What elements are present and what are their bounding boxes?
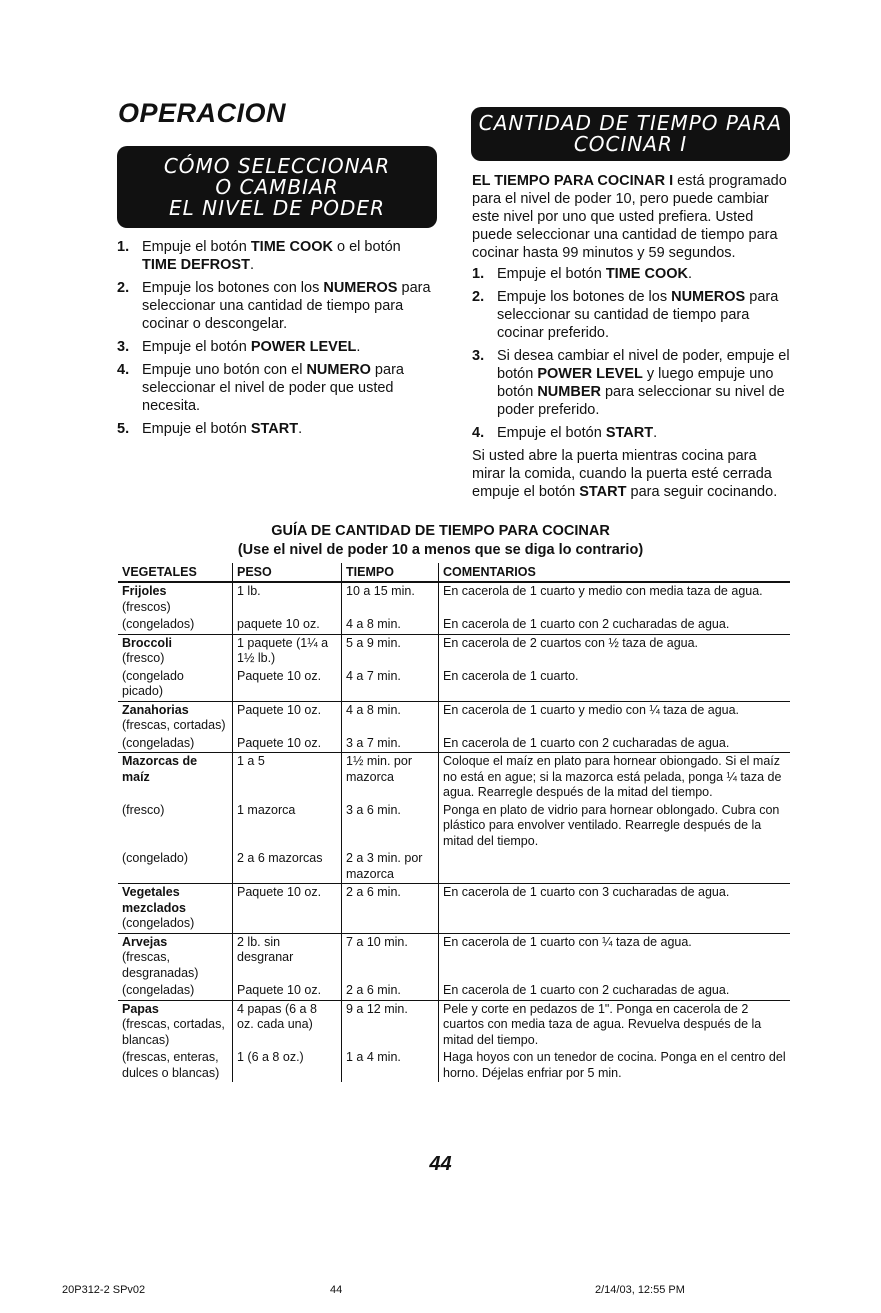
step-text: Empuje el botón TIME COOK. bbox=[497, 266, 693, 282]
table-row bbox=[118, 1049, 790, 1082]
time-cell bbox=[342, 668, 439, 702]
cell-text: (fresco) bbox=[122, 651, 165, 665]
cell-text: (frescas, cortadas, blancas) bbox=[122, 1017, 225, 1047]
vegetable-cell bbox=[118, 582, 233, 616]
table-row bbox=[118, 982, 790, 1000]
time-cell bbox=[342, 802, 439, 851]
step-item bbox=[117, 420, 437, 438]
time-cell bbox=[342, 884, 439, 934]
weight-cell bbox=[233, 1000, 342, 1049]
weight-cell bbox=[233, 933, 342, 982]
vegetable-cell bbox=[118, 634, 233, 668]
step-text: Empuje los botones con los NUMEROS para seleccionar una cantidad de tiempo para cocinar o descongelar. bbox=[142, 280, 431, 332]
step-number: 1. bbox=[472, 266, 485, 282]
cell-text: 1½ min. por mazorca bbox=[346, 754, 413, 784]
step-item bbox=[117, 338, 437, 356]
vegetable-name: Vegetales mezclados bbox=[122, 885, 186, 915]
comment-cell bbox=[439, 850, 791, 884]
cook-time-intro: EL TIEMPO PARA COCINAR I está programado para el nivel de poder 10, pero puede cambiar este nivel por uno que usted prefiera. Usted puede seleccionar una cantidad de tiempo para cocinar hasta 99 minutos y 59 segundos. bbox=[472, 173, 787, 261]
cook-time-banner bbox=[471, 107, 790, 161]
footer-right: 2/14/03, 12:55 PM bbox=[595, 1284, 685, 1296]
column-header: VEGETALES bbox=[118, 563, 233, 582]
cell-text: 2 a 6 mazorcas bbox=[237, 851, 323, 865]
vegetable-name: Broccoli bbox=[122, 635, 173, 650]
cell-text: Paquete 10 oz. bbox=[237, 702, 322, 717]
step-number: 2. bbox=[117, 280, 130, 296]
weight-cell bbox=[233, 753, 342, 802]
comment-cell bbox=[439, 616, 791, 634]
cell-text: 1 paquete (1¼ a 1½ lb.) bbox=[237, 635, 329, 665]
cell-text: En cacerola de 1 cuarto con ¼ taza de agua. bbox=[443, 934, 692, 949]
column-header: PESO bbox=[233, 563, 342, 582]
step-item bbox=[117, 279, 437, 333]
time-cell bbox=[342, 582, 439, 616]
cell-text: 1 a 4 min. bbox=[346, 1050, 401, 1064]
weight-cell bbox=[233, 634, 342, 668]
cell-text: En cacerola de 1 cuarto. bbox=[443, 668, 579, 683]
step-number: 3. bbox=[117, 339, 130, 355]
column-header: TIEMPO bbox=[342, 563, 439, 582]
cell-text: 4 papas (6 a 8 oz. cada una) bbox=[237, 1001, 317, 1031]
time-cell bbox=[342, 1049, 439, 1082]
cell-text: (frescos) bbox=[122, 599, 171, 614]
step-text: Empuje el botón START. bbox=[142, 421, 303, 437]
cell-text: 7 a 10 min. bbox=[346, 934, 408, 949]
time-cell bbox=[342, 753, 439, 802]
step-number: 4. bbox=[117, 362, 130, 378]
cell-text: 2 a 3 min. por mazorca bbox=[346, 851, 423, 881]
weight-cell bbox=[233, 582, 342, 616]
vegetable-cell bbox=[118, 668, 233, 702]
cell-text: 2 lb. sin desgranar bbox=[237, 934, 294, 964]
comment-cell bbox=[439, 735, 791, 753]
cell-text: 5 a 9 min. bbox=[346, 635, 401, 650]
time-cell bbox=[342, 735, 439, 753]
time-cell bbox=[342, 616, 439, 634]
cell-text: (congeladas) bbox=[122, 735, 195, 750]
cell-text: Coloque el maíz en plato para hornear obiongado. Si el maíz no está en ague; si la mazorca está pelada, ponga ¼ taza de agua. Rearregle después de la mitad del tiempo. bbox=[443, 754, 782, 799]
vegetable-cell bbox=[118, 933, 233, 982]
cell-text: (congelado picado) bbox=[122, 668, 184, 698]
time-cell bbox=[342, 933, 439, 982]
vegetable-cell bbox=[118, 982, 233, 1000]
cell-text: 4 a 8 min. bbox=[346, 702, 401, 717]
footer-left: 20P312-2 SPv02 bbox=[62, 1284, 146, 1296]
cell-text: Ponga en plato de vidrio para hornear oblongado. Cubra con plástico para envolver ventilado. Rearregle después de la mitad del tiempo. bbox=[443, 802, 780, 848]
table-row bbox=[118, 1000, 790, 1049]
cell-text: 10 a 15 min. bbox=[346, 584, 415, 598]
cooking-guide-table bbox=[118, 563, 790, 1082]
banner-line: COCINAR I bbox=[573, 132, 688, 156]
comment-cell bbox=[439, 982, 791, 1000]
table-row bbox=[118, 753, 790, 802]
time-cell bbox=[342, 982, 439, 1000]
time-cell bbox=[342, 634, 439, 668]
step-number: 5. bbox=[117, 421, 130, 437]
comment-cell bbox=[439, 933, 791, 982]
cell-text: (frescas, enteras, dulces o blancas) bbox=[122, 1050, 220, 1080]
cook-time-section bbox=[472, 172, 792, 501]
vegetable-cell bbox=[118, 1000, 233, 1049]
cell-text: En cacerola de 1 cuarto con 3 cucharadas de agua. bbox=[443, 885, 730, 899]
step-text: Empuje los botones de los NUMEROS para seleccionar su cantidad de tiempo para cocinar preferido. bbox=[497, 289, 779, 341]
comment-cell bbox=[439, 884, 791, 934]
page-number: 44 bbox=[429, 1153, 452, 1175]
time-cell bbox=[342, 1000, 439, 1049]
step-text: Empuje el botón TIME COOK o el botón TIME DEFROST. bbox=[142, 239, 401, 273]
cell-text: Haga hoyos con un tenedor de cocina. Ponga en el centro del horno. Déjelas enfriar por 5 min. bbox=[443, 1050, 786, 1080]
weight-cell bbox=[233, 735, 342, 753]
vegetable-cell bbox=[118, 802, 233, 851]
vegetable-cell bbox=[118, 884, 233, 934]
cell-text: 2 a 6 min. bbox=[346, 983, 401, 997]
cell-text: (fresco) bbox=[122, 802, 165, 817]
vegetable-cell bbox=[118, 735, 233, 753]
table-row bbox=[118, 850, 790, 884]
cell-text: En cacerola de 1 cuarto y medio con ¼ taza de agua. bbox=[443, 702, 740, 717]
comment-cell bbox=[439, 1049, 791, 1082]
table-row bbox=[118, 701, 790, 735]
vegetable-cell bbox=[118, 850, 233, 884]
comment-cell bbox=[439, 753, 791, 802]
step-number: 2. bbox=[472, 289, 485, 305]
step-item bbox=[472, 424, 792, 442]
table-row bbox=[118, 802, 790, 851]
cell-text: 2 a 6 min. bbox=[346, 885, 401, 899]
guide-title: GUÍA DE CANTIDAD DE TIEMPO PARA COCINAR bbox=[271, 523, 610, 539]
vegetable-cell bbox=[118, 616, 233, 634]
cell-text: En cacerola de 1 cuarto y medio con media taza de agua. bbox=[443, 584, 763, 598]
table-row bbox=[118, 634, 790, 668]
step-text: Empuje el botón POWER LEVEL. bbox=[142, 339, 361, 355]
table-row bbox=[118, 933, 790, 982]
step-text: Empuje uno botón con el NUMERO para seleccionar el nivel de poder que usted necesita. bbox=[142, 362, 404, 414]
weight-cell bbox=[233, 701, 342, 735]
step-number: 1. bbox=[117, 239, 130, 255]
cell-text: Paquete 10 oz. bbox=[237, 885, 322, 899]
cell-text: 1 mazorca bbox=[237, 802, 296, 817]
cell-text: Pele y corte en pedazos de 1". Ponga en cacerola de 2 cuartos con media taza de agua. Revuelva después de la mitad del tiempo. bbox=[443, 1001, 762, 1047]
footer-center: 44 bbox=[330, 1284, 343, 1296]
step-text: Empuje el botón START. bbox=[497, 425, 658, 441]
vegetable-cell bbox=[118, 753, 233, 802]
vegetable-cell bbox=[118, 1049, 233, 1082]
cell-text: 3 a 7 min. bbox=[346, 735, 401, 750]
vegetable-cell bbox=[118, 701, 233, 735]
cell-text: Paquete 10 oz. bbox=[237, 983, 322, 997]
comment-cell bbox=[439, 582, 791, 616]
weight-cell bbox=[233, 668, 342, 702]
table-row bbox=[118, 616, 790, 634]
time-cell bbox=[342, 850, 439, 884]
cell-text: (congelados) bbox=[122, 916, 195, 930]
weight-cell bbox=[233, 616, 342, 634]
step-number: 3. bbox=[472, 348, 485, 364]
table-row bbox=[118, 884, 790, 934]
banner-line: O CAMBIAR bbox=[215, 174, 339, 199]
step-text: Si desea cambiar el nivel de poder, empuje el botón POWER LEVEL y luego empuje uno botón NUMBER para seleccionar su nivel de poder preferido. bbox=[497, 348, 790, 418]
guide-subtitle: (Use el nivel de poder 10 a menos que se diga lo contrario) bbox=[237, 542, 644, 558]
cell-text: En cacerola de 1 cuarto con 2 cucharadas de agua. bbox=[443, 983, 730, 997]
time-cell bbox=[342, 701, 439, 735]
step-item bbox=[472, 347, 792, 419]
table-row bbox=[118, 582, 790, 616]
step-item bbox=[117, 361, 437, 415]
weight-cell bbox=[233, 1049, 342, 1082]
step-item bbox=[472, 265, 792, 283]
banner-line: CÓMO SELECCIONAR bbox=[163, 153, 391, 178]
page-title: OPERACION bbox=[118, 98, 287, 128]
cell-text: paquete 10 oz. bbox=[237, 617, 320, 631]
cook-time-outro: Si usted abre la puerta mientras cocina para mirar la comida, cuando la puerta esté cerrada empuje el botón START para seguir cocinando. bbox=[472, 448, 778, 500]
cell-text: 1 lb. bbox=[237, 584, 261, 598]
table-row bbox=[118, 735, 790, 753]
cell-text: 4 a 7 min. bbox=[346, 668, 401, 683]
table-header-row bbox=[118, 563, 790, 582]
column-header: COMENTARIOS bbox=[439, 563, 791, 582]
weight-cell bbox=[233, 802, 342, 851]
vegetable-name: Frijoles bbox=[122, 584, 167, 598]
vegetable-name: Arvejas bbox=[122, 934, 168, 949]
step-item bbox=[117, 238, 437, 274]
step-number: 4. bbox=[472, 425, 485, 441]
cell-text: Paquete 10 oz. bbox=[237, 668, 322, 683]
cell-text: (congelados) bbox=[122, 617, 195, 631]
cell-text: (congeladas) bbox=[122, 983, 195, 997]
vegetable-name: Papas bbox=[122, 1001, 159, 1016]
cell-text: Paquete 10 oz. bbox=[237, 735, 322, 750]
vegetable-name: Zanahorias bbox=[122, 702, 189, 717]
cell-text: (congelado) bbox=[122, 851, 189, 865]
table-row bbox=[118, 668, 790, 702]
cell-text: 9 a 12 min. bbox=[346, 1001, 408, 1016]
cell-text: (frescas, desgranadas) bbox=[122, 950, 199, 980]
cell-text: En cacerola de 2 cuartos con ½ taza de agua. bbox=[443, 635, 699, 650]
table-body bbox=[118, 582, 790, 1082]
vegetable-name: Mazorcas de maíz bbox=[122, 754, 198, 784]
cell-text: En cacerola de 1 cuarto con 2 cucharadas de agua. bbox=[443, 735, 730, 750]
cell-text: 1 a 5 bbox=[237, 754, 265, 768]
weight-cell bbox=[233, 850, 342, 884]
power-level-steps bbox=[117, 238, 437, 443]
cell-text: (frescas, cortadas) bbox=[122, 718, 226, 732]
comment-cell bbox=[439, 1000, 791, 1049]
power-level-banner bbox=[117, 146, 437, 228]
banner-line: EL NIVEL DE PODER bbox=[169, 195, 385, 220]
comment-cell bbox=[439, 634, 791, 668]
weight-cell bbox=[233, 884, 342, 934]
weight-cell bbox=[233, 982, 342, 1000]
comment-cell bbox=[439, 701, 791, 735]
comment-cell bbox=[439, 802, 791, 851]
cell-text: 3 a 6 min. bbox=[346, 802, 401, 817]
cell-text: 4 a 8 min. bbox=[346, 617, 401, 631]
cell-text: 1 (6 a 8 oz.) bbox=[237, 1050, 304, 1064]
banner-line: CANTIDAD DE TIEMPO PARA bbox=[478, 111, 783, 135]
step-item bbox=[472, 288, 792, 342]
comment-cell bbox=[439, 668, 791, 702]
cell-text: En cacerola de 1 cuarto con 2 cucharadas de agua. bbox=[443, 617, 730, 631]
